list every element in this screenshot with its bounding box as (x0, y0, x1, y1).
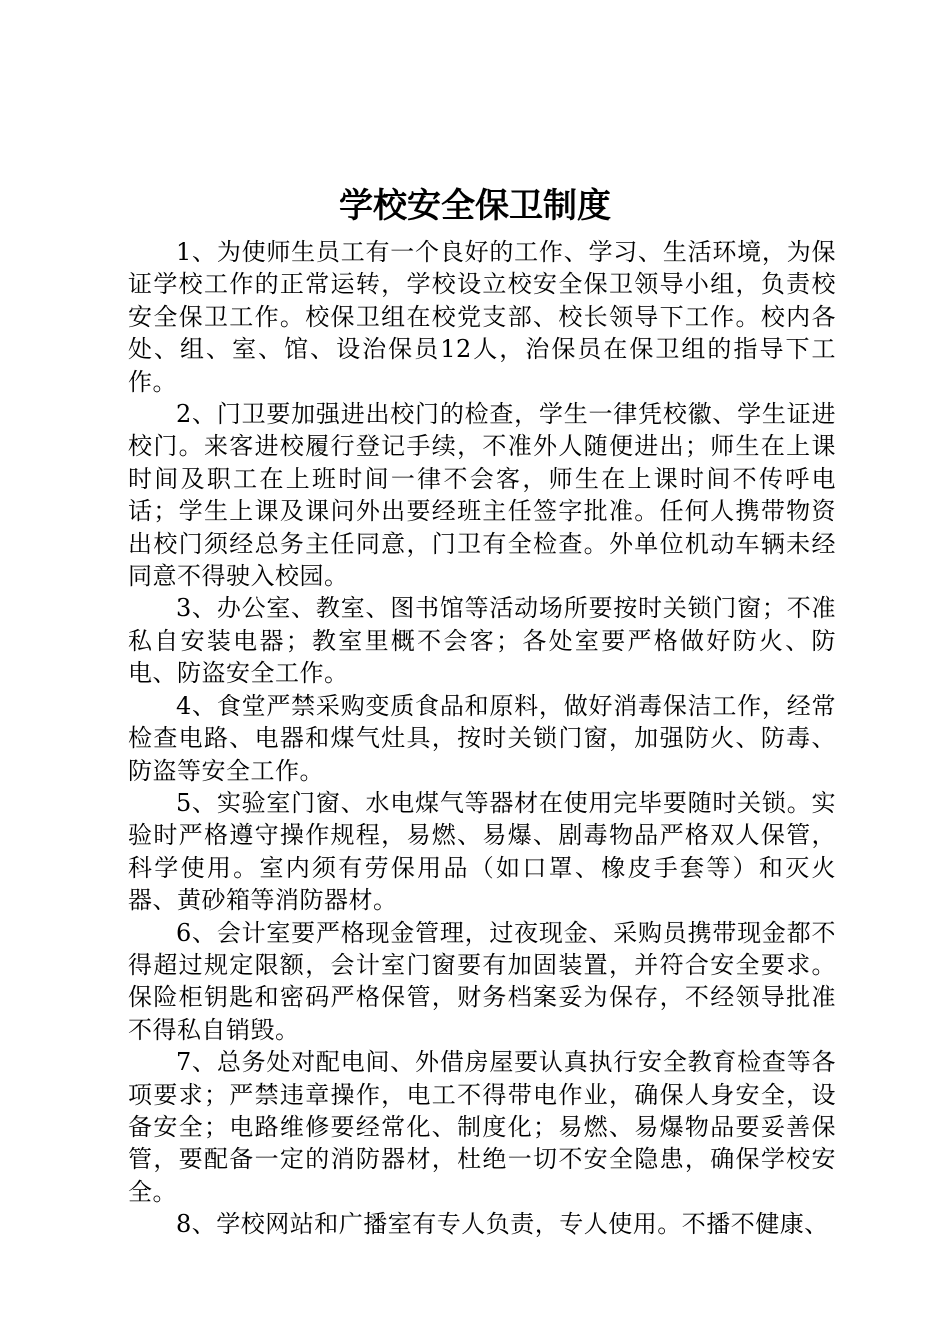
paragraph-2: 2、门卫要加强进出校门的检查，学生一律凭校徽、学生证进校门。来客进校履行登记手续，不准外人随便进出；师生在上课时间及职工在上班时间一律不会客，师生在上课时间不传呼电话；学生上课及课问外出要经班主任签字批准。任何人携带物资出校门须经总务主任同意，门卫有全检查。外单位机动车辆未经同意不得驶入校园。 (128, 400, 836, 591)
paragraph-7: 7、总务处对配电间、外借房屋要认真执行安全教育检查等各项要求；严禁违章操作，电工不得带电作业，确保人身安全，设备安全；电路维修要经常化、制度化；易燃、易爆物品要妥善保管，要配备一定的消防器材，杜绝一切不安全隐患，确保学校安全。 (128, 1048, 836, 1206)
document-body (128, 236, 836, 1241)
paragraph-4: 4、食堂严禁采购变质食品和原料，做好消毒保洁工作，经常检查电路、电器和煤气灶具，按时关锁门窗，加强防火、防毒、防盗等安全工作。 (128, 691, 836, 785)
paragraph-8: 8、学校网站和广播室有专人负责，专人使用。不播不健康、 (176, 1210, 829, 1239)
paragraph-6: 6、会计室要严格现金管理，过夜现金、采购员携带现金都不得超过规定限额，会计室门窗要有加固装置，并符合安全要求。保险柜钥匙和密码严格保管，财务档案妥为保存，不经领导批准不得私自销毁。 (128, 918, 836, 1044)
document-title: 学校安全保卫制度 (339, 186, 611, 226)
paragraph-1: 1、为使师生员工有一个良好的工作、学习、生活环境，为保证学校工作的正常运转，学校设立校安全保卫领导小组，负责校安全保卫工作。校保卫组在校党支部、校长领导下工作。校内各处、组、室、馆、设治保员12人，治保员在保卫组的指导下工作。 (128, 238, 836, 396)
paragraph-3: 3、办公室、教室、图书馆等活动场所要按时关锁门窗；不准私自安装电器；教室里概不会客；各处室要严格做好防火、防电、防盗安全工作。 (128, 594, 836, 688)
paragraph-5: 5、实验室门窗、水电煤气等器材在使用完毕要随时关锁。实验时严格遵守操作规程，易燃、易爆、剧毒物品严格双人保管，科学使用。室内须有劳保用品（如口罩、橡皮手套等）和灭火器、黄砂箱等消防器材。 (128, 788, 836, 915)
